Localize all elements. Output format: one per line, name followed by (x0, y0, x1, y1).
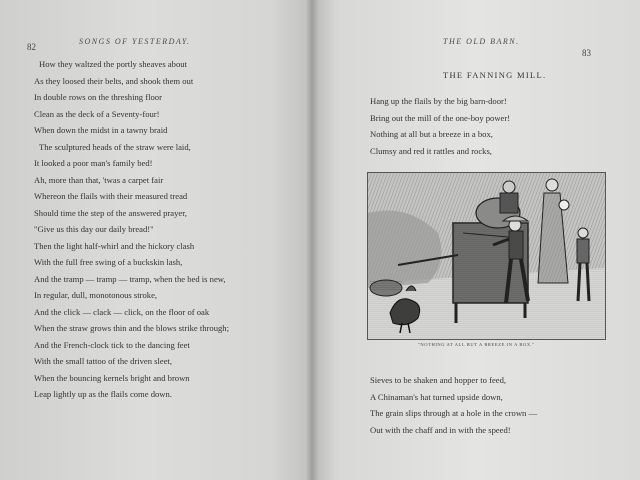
fanning-mill-engraving (367, 172, 606, 340)
verse-line: Sieves to be shaken and hopper to feed, (370, 375, 507, 385)
verse-line: The grain slips through at a hole in the crown — (370, 408, 538, 418)
verse-line: And the tramp — tramp — tramp, when the bed is new, (34, 273, 226, 284)
left-running-head: SONGS OF YESTERDAY. (79, 37, 191, 46)
book-gutter (305, 0, 319, 480)
verse-line: Leap lightly up as the flails come down. (34, 389, 172, 399)
right-poem-stanza-1 (370, 93, 510, 159)
verse-line: "Give us this day our daily bread!" (34, 224, 154, 234)
verse-line: When the bouncing kernels bright and brown (34, 372, 190, 383)
verse-line: Ah, more than that, 'twas a carpet fair (34, 174, 164, 185)
verse-line: When down the midst in a tawny braid (34, 125, 168, 135)
verse-line: When the straw grows thin and the blows strike through; (34, 323, 229, 333)
illustration-caption: "NOTHING AT ALL BUT A BREEZE IN A BOX." (418, 342, 535, 347)
verse-line: Nothing at all but a breeze in a box, (370, 129, 493, 139)
verse-line: In regular, dull, monotonous stroke, (34, 290, 158, 300)
verse-line: In double rows on the threshing floor (34, 92, 162, 102)
verse-line: Clean as the deck of a Seventy-four! (34, 108, 160, 119)
verse-line: Then the light half-whirl and the hickory clash (34, 240, 195, 251)
verse-line: Hang up the flails by the big barn-door! (370, 96, 507, 106)
verse-line: Out with the chaff and in with the speed! (370, 424, 511, 435)
verse-line: With the full free swing of a buckskin lash, (34, 257, 183, 267)
right-page-number: 83 (582, 48, 591, 58)
verse-line: A Chinaman's hat turned upside down, (370, 391, 503, 402)
verse-line: With the small tattoo of the driven sleet, (34, 356, 173, 366)
verse-line: How they waltzed the portly sheaves about (39, 59, 187, 69)
verse-line: It looked a poor man's family bed! (34, 158, 153, 168)
left-poem-text (34, 56, 229, 403)
verse-line: Should time the step of the answered prayer, (34, 207, 187, 218)
verse-line: Whereon the flails with their measured tread (34, 191, 188, 201)
verse-line: Clumsy and red it rattles and rocks, (370, 145, 492, 156)
poem-title: THE FANNING MILL. (443, 70, 547, 80)
left-page-number: 82 (27, 42, 36, 52)
right-poem-stanza-2 (370, 372, 537, 438)
verse-line: And the click — clack — click, on the floor of oak (34, 306, 210, 317)
verse-line: Bring out the mill of the one-boy power! (370, 112, 511, 123)
right-running-head: THE OLD BARN. (443, 37, 520, 46)
verse-line: And the French-clock tick to the dancing feet (34, 339, 190, 350)
engraving-image (368, 173, 605, 339)
verse-line: As they loosed their belts, and shook them out (34, 75, 194, 86)
verse-line: The sculptured heads of the straw were laid, (39, 141, 191, 152)
